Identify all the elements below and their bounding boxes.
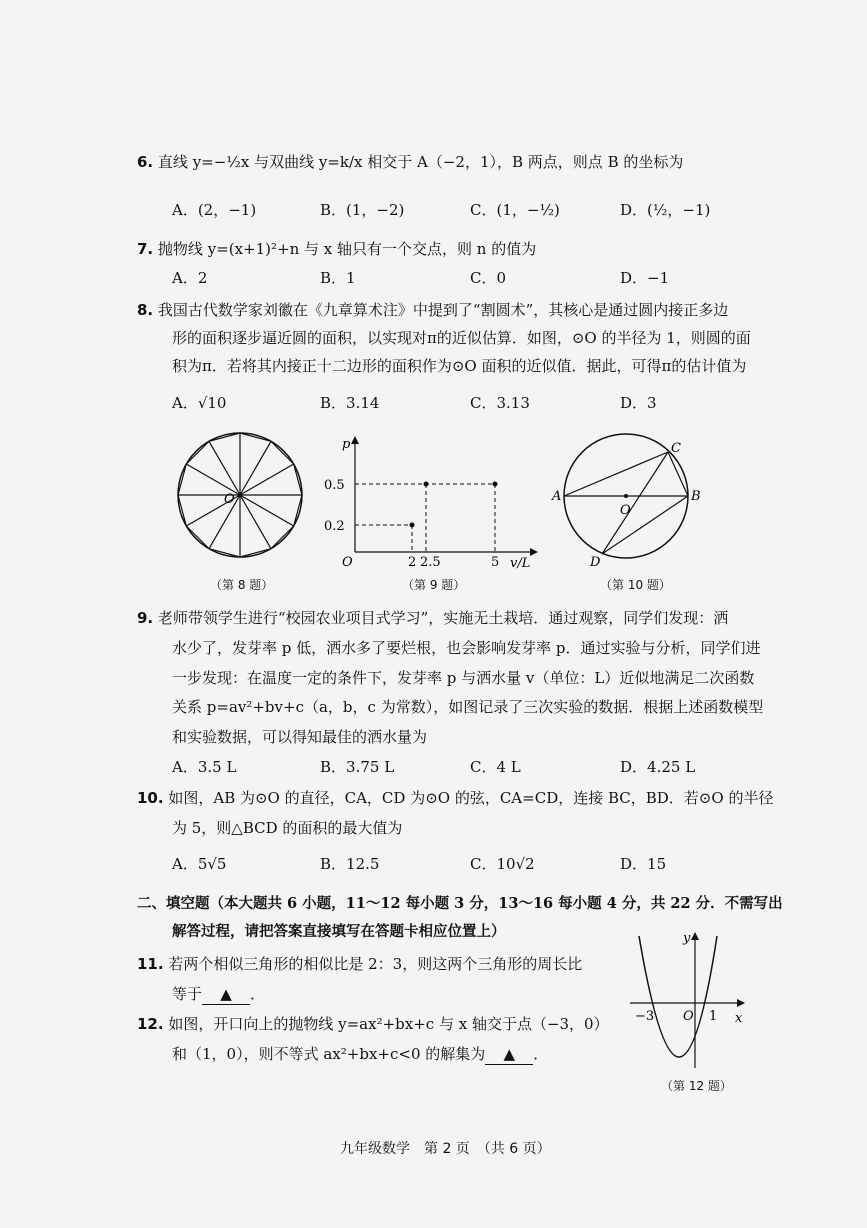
x-axis-label: x (735, 1011, 743, 1026)
figure-12-parabola (625, 928, 750, 1073)
chord-cd (602, 452, 668, 554)
question-number: 11. (137, 955, 164, 973)
x-axis-arrow (530, 548, 538, 556)
origin-label: O (342, 555, 353, 570)
page-footer: 九年级数学 第 2 页 （共 6 页） (340, 1141, 551, 1157)
point-label: B (691, 489, 701, 504)
question-7 (137, 239, 536, 259)
x-tick-label: 2.5 (420, 555, 441, 570)
question-11-answer-line (172, 984, 265, 1005)
radius-line (240, 464, 294, 495)
option-b: B．1 (320, 269, 356, 287)
question-text-line: 形的面积逐步逼近圆的面积，以实现对π的近似估算．如图，⊙O 的半径为 1，则圆的面 (172, 329, 751, 347)
y-axis-arrow (691, 932, 699, 940)
section-2-heading-cont: 解答过程，请把答案直接填写在答题卡相应位置上） (172, 923, 506, 940)
question-text-line: 为 5，则△BCD 的面积的最大值为 (172, 819, 403, 837)
question-text: 直线 y=−½x 与双曲线 y=k/x 相交于 A（−2，1），B 两点，则点 B 的坐标为 (157, 153, 684, 171)
data-point (493, 482, 498, 487)
figure-10-circle (550, 430, 710, 570)
question-8 (137, 300, 728, 320)
option-a: A．(2，−1) (172, 201, 257, 219)
question-text-line: 和实验数据，可以得知最佳的洒水量为 (172, 728, 428, 746)
x-axis-arrow (737, 999, 745, 1007)
option-a: A．5√5 (172, 855, 227, 873)
radius-line (209, 441, 240, 495)
question-text-line: 老师带领学生进行“校园农业项目式学习”，实施无土栽培．通过观察，同学们发现：洒 (157, 609, 729, 627)
data-point (424, 482, 429, 487)
point-label: A (552, 489, 562, 504)
option-d: D．4.25 L (620, 758, 696, 776)
option-d: D．(½，−1) (620, 201, 711, 219)
question-number: 12. (137, 1015, 164, 1033)
center-point (624, 494, 628, 498)
radius-line (240, 495, 271, 549)
answer-suffix: ． (250, 985, 266, 1003)
option-d: D．15 (620, 855, 667, 873)
data-point (410, 523, 415, 528)
x-intercept-label: 1 (709, 1009, 718, 1024)
question-text-line: 我国古代数学家刘徽在《九章算术注》中提到了“割圆术”，其核心是通过圆内接正多边 (157, 301, 729, 319)
section-2-heading: 二、填空题（本大题共 6 小题，11～12 每小题 3 分，13～16 每小题 4 分，共 22 分．不需写出 (137, 895, 783, 912)
x-intercept-label: −3 (635, 1009, 655, 1024)
question-number: 8. (137, 301, 154, 319)
option-a: A．3.5 L (172, 758, 237, 776)
option-d: D．−1 (620, 269, 670, 287)
option-c: C．0 (470, 269, 507, 287)
x-axis-label: v/L (510, 556, 531, 571)
point-label: D (590, 555, 601, 570)
figure-8-caption: （第 8 题） (210, 578, 274, 592)
option-d: D．3 (620, 394, 657, 412)
question-6 (137, 152, 683, 172)
question-12-answer-line (172, 1044, 548, 1065)
answer-suffix: ． (533, 1045, 549, 1063)
question-text-line: 若两个相似三角形的相似比是 2：3，则这两个三角形的周长比 (168, 955, 583, 973)
question-text-line: 关系 p=av²+bv+c（a，b，c 为常数），如图记录了三次实验的数据．根据上述函数模型 (172, 698, 764, 716)
question-text-line: 如图，开口向上的抛物线 y=ax²+bx+c 与 x 轴交于点（−3，0） (168, 1015, 609, 1033)
figure-9-plot (324, 432, 540, 572)
radius-line (186, 464, 240, 495)
option-a: A．2 (172, 269, 208, 287)
option-b: B．12.5 (320, 855, 380, 873)
question-text-line: 水少了，发芽率 p 低，洒水多了要烂根，也会影响发芽率 p．通过实验与分析，同学们进 (172, 639, 761, 657)
answer-blank[interactable]: ▲ (485, 1044, 533, 1065)
question-text-line: 一步发现：在温度一定的条件下，发芽率 p 与洒水量 v（单位：L）近似地满足二次函数 (172, 669, 755, 687)
question-number: 6. (137, 153, 154, 171)
y-axis-label: y (683, 931, 691, 946)
segment-bd (602, 496, 688, 554)
x-tick-label: 2 (408, 555, 417, 570)
option-c: C．10√2 (470, 855, 535, 873)
question-text: 抛物线 y=(x+1)²+n 与 x 轴只有一个交点，则 n 的值为 (157, 240, 537, 258)
center-label: O (224, 492, 235, 507)
x-tick-label: 5 (491, 555, 500, 570)
origin-label: O (683, 1009, 694, 1024)
point-label: C (671, 441, 681, 456)
question-text-line: 积为π．若将其内接正十二边形的面积作为⊙O 面积的近似值．据此，可得π的估计值为 (172, 357, 747, 375)
y-tick-label: 0.5 (324, 478, 345, 493)
question-11 (137, 954, 582, 974)
option-c: C．3.13 (470, 394, 530, 412)
figure-8-dodecagon (170, 425, 310, 565)
answer-prefix: 和（1，0），则不等式 ax²+bx+c<0 的解集为 (172, 1045, 486, 1063)
y-tick-label: 0.2 (324, 519, 345, 534)
question-10 (137, 788, 773, 808)
answer-blank[interactable]: ▲ (202, 984, 250, 1005)
chord-ca (564, 452, 668, 496)
answer-prefix: 等于 (172, 985, 203, 1003)
question-number: 7. (137, 240, 154, 258)
question-number: 9. (137, 609, 154, 627)
radius-line (240, 495, 294, 526)
option-b: B．(1，−2) (320, 201, 405, 219)
segment-bc (668, 452, 688, 496)
option-b: B．3.75 L (320, 758, 395, 776)
option-b: B．3.14 (320, 394, 380, 412)
radius-line (240, 441, 271, 495)
option-c: C．(1，−½) (470, 201, 560, 219)
figure-10-caption: （第 10 题） (600, 578, 671, 592)
parabola-curve (639, 936, 717, 1057)
figure-9-caption: （第 9 题） (402, 578, 466, 592)
figure-12-caption: （第 12 题） (661, 1079, 732, 1093)
y-axis-label: p (342, 437, 351, 452)
question-number: 10. (137, 789, 164, 807)
question-9 (137, 608, 728, 628)
question-text-line: 如图，AB 为⊙O 的直径，CA，CD 为⊙O 的弦，CA=CD，连接 BC，BD．若⊙O 的半径 (168, 789, 774, 807)
y-axis-arrow (351, 436, 359, 444)
question-12 (137, 1014, 609, 1034)
option-a: A．√10 (172, 394, 227, 412)
point-label: O (620, 503, 631, 518)
option-c: C．4 L (470, 758, 521, 776)
